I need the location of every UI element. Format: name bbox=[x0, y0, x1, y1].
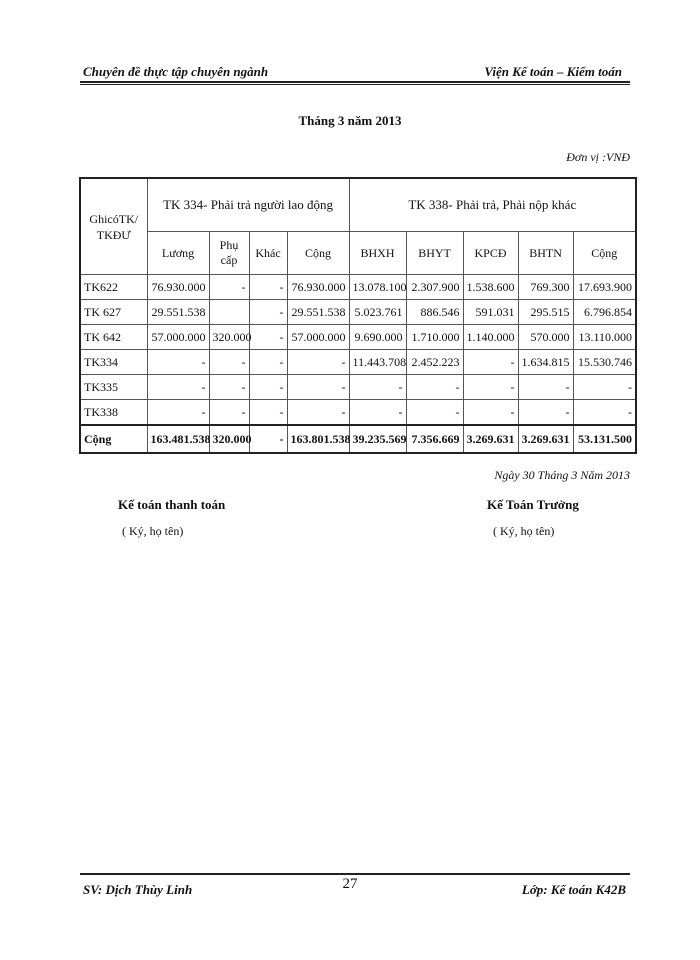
cell: 57.000.000 bbox=[287, 325, 349, 350]
header-left: Chuyên đề thực tập chuyên ngành bbox=[83, 64, 269, 79]
signature-right-title: Kế Toán Trưởng bbox=[487, 497, 579, 512]
cell: 13.078.100 bbox=[349, 275, 406, 300]
cell: - bbox=[349, 400, 406, 426]
col-kpcd: KPCĐ bbox=[463, 232, 518, 275]
cell: 769.300 bbox=[518, 275, 573, 300]
cell: 29.551.538 bbox=[147, 300, 209, 325]
cell: 7.356.669 bbox=[406, 425, 463, 453]
cell: 320.000 bbox=[209, 325, 249, 350]
cell: 3.269.631 bbox=[518, 425, 573, 453]
cell: 57.000.000 bbox=[147, 325, 209, 350]
cell: 1.140.000 bbox=[463, 325, 518, 350]
group-tk338: TK 338- Phải trả, Phải nộp khác bbox=[349, 178, 636, 232]
cell: - bbox=[349, 375, 406, 400]
account-header: GhicóTK/ TKĐƯ bbox=[80, 178, 147, 275]
cell: 17.693.900 bbox=[573, 275, 636, 300]
sign-date: Ngày 30 Tháng 3 Năm 2013 bbox=[494, 468, 630, 482]
table-row bbox=[80, 350, 636, 375]
cell: - bbox=[209, 275, 249, 300]
cell: - bbox=[406, 400, 463, 426]
cell: TK338 bbox=[80, 400, 147, 426]
cell: 11.443.708 bbox=[349, 350, 406, 375]
unit-label: Đơn vị :VNĐ bbox=[566, 150, 630, 164]
header-rule bbox=[80, 81, 630, 83]
table-row bbox=[80, 375, 636, 400]
cell: - bbox=[249, 375, 287, 400]
cell: 591.031 bbox=[463, 300, 518, 325]
cell: - bbox=[209, 375, 249, 400]
cell: TK 627 bbox=[80, 300, 147, 325]
page-number: 27 bbox=[342, 876, 358, 892]
col-phu-cap: Phụ cấp bbox=[209, 232, 249, 275]
cell: - bbox=[518, 400, 573, 426]
cell: TK622 bbox=[80, 275, 147, 300]
footer-class: Lớp: Kế toán K42B bbox=[521, 882, 626, 897]
cell: - bbox=[463, 400, 518, 426]
footer-student: SV: Dịch Thùy Linh bbox=[83, 882, 193, 897]
header-right: Viện Kế toán – Kiểm toán bbox=[484, 64, 622, 79]
cell: 6.796.854 bbox=[573, 300, 636, 325]
cell: 29.551.538 bbox=[287, 300, 349, 325]
cell: 53.131.500 bbox=[573, 425, 636, 453]
cell: 295.515 bbox=[518, 300, 573, 325]
table-row bbox=[80, 275, 636, 300]
signature-right-sub: ( Ký, họ tên) bbox=[493, 524, 555, 538]
table-row bbox=[80, 400, 636, 426]
cell: 2.452.223 bbox=[406, 350, 463, 375]
cell: 9.690.000 bbox=[349, 325, 406, 350]
total-row bbox=[80, 425, 636, 453]
cell: 15.530.746 bbox=[573, 350, 636, 375]
cell: 1.710.000 bbox=[406, 325, 463, 350]
cell: 76.930.000 bbox=[287, 275, 349, 300]
signature-left-title: Kế toán thanh toán bbox=[118, 497, 226, 512]
cell: Cộng bbox=[80, 425, 147, 453]
footer-rule bbox=[80, 873, 630, 875]
cell: 163.481.538 bbox=[147, 425, 209, 453]
cell: 570.000 bbox=[518, 325, 573, 350]
cell: - bbox=[463, 350, 518, 375]
cell: - bbox=[249, 425, 287, 453]
cell: 1.634.815 bbox=[518, 350, 573, 375]
cell: - bbox=[287, 375, 349, 400]
col-cong-334: Cộng bbox=[287, 232, 349, 275]
table-row bbox=[80, 300, 636, 325]
cell: - bbox=[249, 325, 287, 350]
cell: TK335 bbox=[80, 375, 147, 400]
col-khac: Khác bbox=[249, 232, 287, 275]
cell: 76.930.000 bbox=[147, 275, 209, 300]
col-bhxh: BHXH bbox=[349, 232, 406, 275]
cell: 163.801.538 bbox=[287, 425, 349, 453]
col-cong-338: Cộng bbox=[573, 232, 636, 275]
cell: - bbox=[147, 400, 209, 426]
cell: 13.110.000 bbox=[573, 325, 636, 350]
header-rule-thin bbox=[80, 84, 630, 85]
cell: - bbox=[287, 400, 349, 426]
group-tk334: TK 334- Phải trả người lao động bbox=[147, 178, 349, 232]
cell: - bbox=[287, 350, 349, 375]
cell: - bbox=[249, 300, 287, 325]
signature-left-sub: ( Ký, họ tên) bbox=[122, 524, 184, 538]
cell: - bbox=[573, 375, 636, 400]
cell: - bbox=[463, 375, 518, 400]
cell: - bbox=[249, 400, 287, 426]
cell: 1.538.600 bbox=[463, 275, 518, 300]
table-row bbox=[80, 325, 636, 350]
cell: 5.023.761 bbox=[349, 300, 406, 325]
cell: - bbox=[147, 375, 209, 400]
cell: 320.000 bbox=[209, 425, 249, 453]
col-luong: Lương bbox=[147, 232, 209, 275]
cell: - bbox=[406, 375, 463, 400]
cell: 3.269.631 bbox=[463, 425, 518, 453]
col-bhyt: BHYT bbox=[406, 232, 463, 275]
cell: - bbox=[209, 400, 249, 426]
cell: 2.307.900 bbox=[406, 275, 463, 300]
allocation-table bbox=[79, 177, 637, 454]
col-bhtn: BHTN bbox=[518, 232, 573, 275]
cell: - bbox=[573, 400, 636, 426]
cell: TK 642 bbox=[80, 325, 147, 350]
page-title: Tháng 3 năm 2013 bbox=[298, 113, 402, 128]
cell: - bbox=[518, 375, 573, 400]
cell: 886.546 bbox=[406, 300, 463, 325]
cell: - bbox=[249, 350, 287, 375]
cell bbox=[209, 300, 249, 325]
cell: - bbox=[147, 350, 209, 375]
cell: TK334 bbox=[80, 350, 147, 375]
cell: - bbox=[209, 350, 249, 375]
cell: 39.235.569 bbox=[349, 425, 406, 453]
cell: - bbox=[249, 275, 287, 300]
